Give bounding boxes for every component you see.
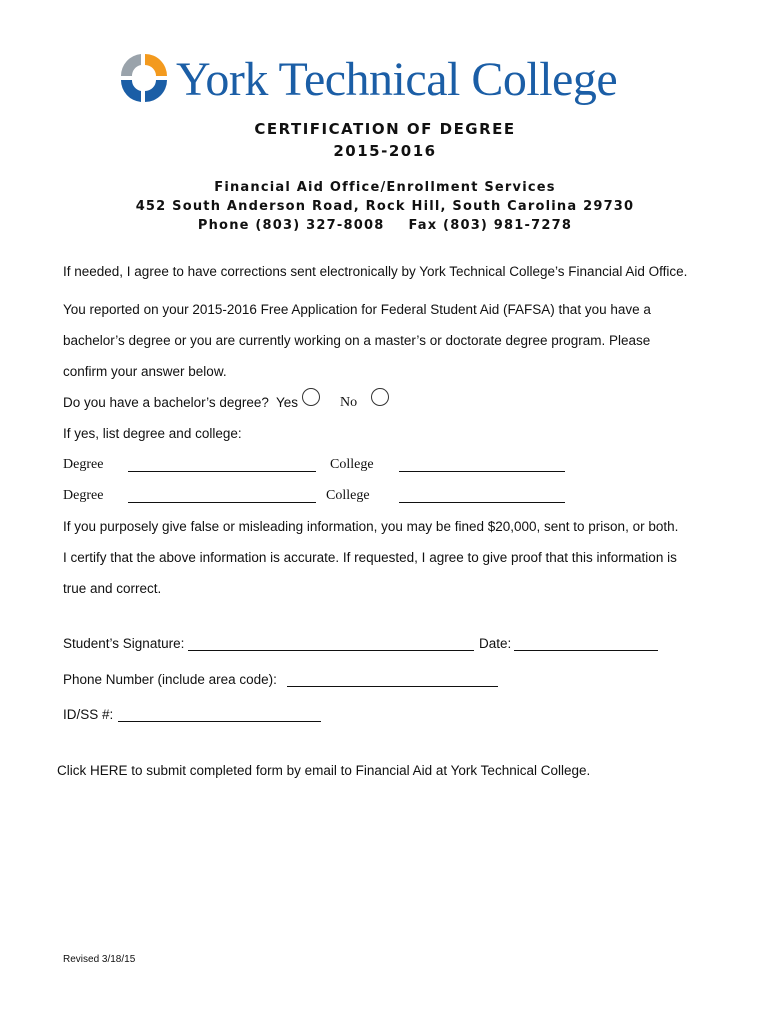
id-label: ID/SS #: (63, 707, 114, 722)
degree-label-1: Degree (63, 457, 104, 472)
degree-field-2[interactable] (128, 502, 316, 503)
id-field[interactable] (118, 721, 321, 722)
phone-label: Phone Number (include area code): (63, 672, 277, 687)
office-address: 452 South Anderson Road, Rock Hill, South Carolina 29730 (135, 199, 635, 214)
college-emblem-icon (118, 50, 172, 106)
phone-field[interactable] (287, 686, 498, 687)
revision-note: Revised 3/18/15 (63, 954, 136, 965)
no-label: No (340, 395, 358, 410)
yes-label: Yes (276, 395, 299, 410)
warning-text: If you purposely give false or misleading information, you may be fined $20,000, sent to prison, or both. (63, 519, 679, 534)
degree-field-1[interactable] (128, 471, 316, 472)
date-label: Date: (479, 636, 512, 651)
signature-field[interactable] (188, 650, 474, 651)
college-logo (118, 50, 658, 112)
college-field-2[interactable] (399, 502, 565, 503)
degree-question: Do you have a bachelor’s degree? (63, 395, 269, 410)
office-phone: Phone (803) 327-8008 (197, 218, 385, 233)
degree-label-2: Degree (63, 488, 104, 503)
office-fax: Fax (803) 981-7278 (408, 218, 573, 233)
consent-text: If needed, I agree to have corrections sent electronically by York Technical College’s Financial Aid Office. (63, 264, 688, 279)
signature-label: Student’s Signature: (63, 636, 185, 651)
form-year: 2015-2016 (333, 142, 437, 160)
form-title: CERTIFICATION OF DEGREE (254, 120, 516, 138)
submit-email-link[interactable]: Click HERE to submit completed form by email to Financial Aid at York Technical College. (57, 763, 591, 778)
college-field-1[interactable] (399, 471, 565, 472)
certify-text-line-2: true and correct. (63, 581, 162, 596)
college-name: York Technical College (176, 53, 618, 106)
fafsa-text-line-1: You reported on your 2015-2016 Free Application for Federal Student Aid (FAFSA) that you have a (63, 302, 651, 317)
certify-text-line-1: I certify that the above information is accurate. If requested, I agree to give proof that this information is (63, 550, 677, 565)
fafsa-text-line-2: bachelor’s degree or you are currently working on a master’s or doctorate degree program. Please (63, 333, 651, 348)
date-field[interactable] (514, 650, 658, 651)
office-name: Financial Aid Office/Enrollment Services (214, 180, 556, 195)
list-prompt: If yes, list degree and college: (63, 426, 242, 441)
no-radio[interactable] (371, 388, 389, 406)
college-label-1: College (330, 457, 374, 472)
college-label-2: College (326, 488, 370, 503)
office-contact (0, 218, 770, 233)
yes-radio[interactable] (302, 388, 320, 406)
fafsa-text-line-3: confirm your answer below. (63, 364, 227, 379)
